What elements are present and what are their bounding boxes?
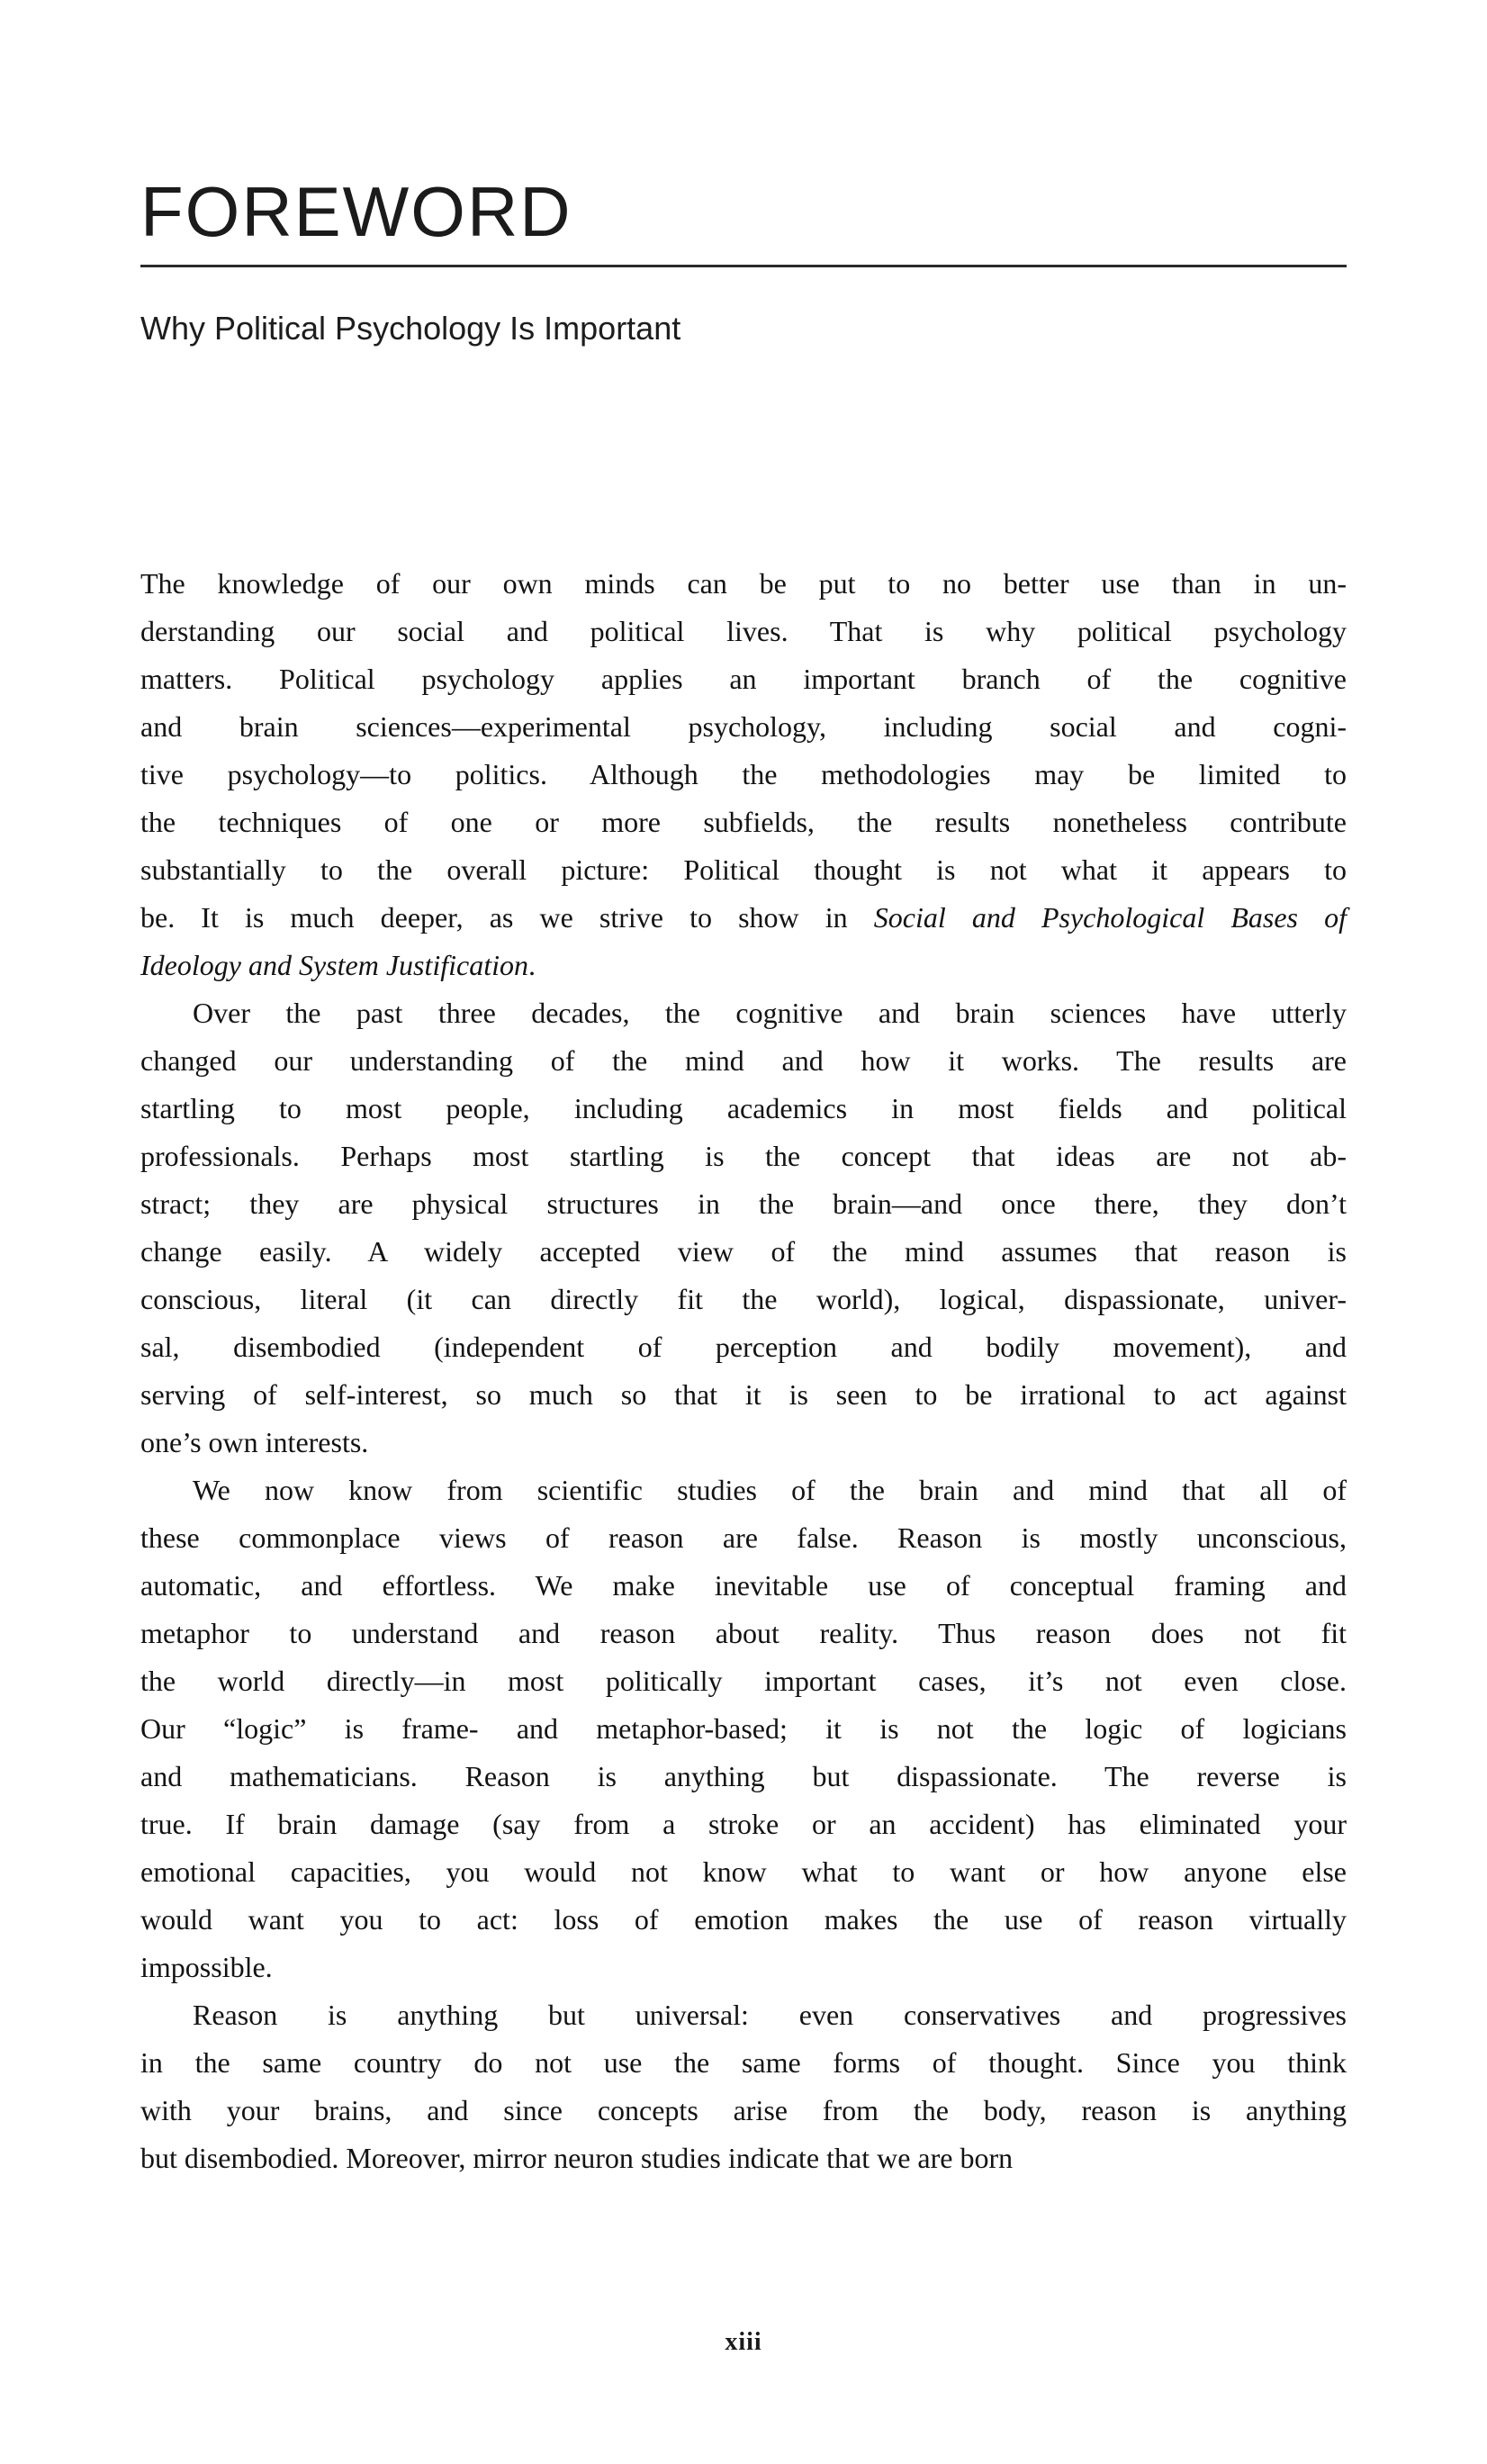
text-line: automatic, and effortless. We make inevitable use of conceptual framing and	[140, 1569, 1347, 1602]
text-line: be. It is much deeper, as we strive to show in Social and Psychological Bases of	[140, 901, 1347, 934]
title-rule	[140, 265, 1347, 267]
text-line: derstanding our social and political lives. That is why political psychology	[140, 615, 1347, 648]
chapter-subtitle: Why Political Psychology Is Important	[140, 310, 681, 347]
text-line: the techniques of one or more subfields, the results nonetheless contribute	[140, 806, 1347, 839]
text-line: the world directly—in most politically important cases, it’s not even close.	[140, 1665, 1347, 1698]
text-line: and mathematicians. Reason is anything but dispassionate. The reverse is	[140, 1760, 1347, 1793]
text-line: and brain sciences—experimental psychology, including social and cogni-	[140, 710, 1347, 744]
text-line: Our “logic” is frame- and metaphor-based; it is not the logic of logicians	[140, 1712, 1347, 1746]
paragraph	[140, 1991, 1347, 2182]
text-line: metaphor to understand and reason about reality. Thus reason does not fit	[140, 1617, 1347, 1650]
page-number: xiii	[725, 2328, 762, 2356]
text-line: sal, disembodied (independent of perception and bodily movement), and	[140, 1331, 1347, 1364]
text-line: but disembodied. Moreover, mirror neuron studies indicate that we are born	[140, 2142, 1014, 2175]
text-line: true. If brain damage (say from a stroke or an accident) has eliminated your	[140, 1808, 1347, 1841]
text-line: conscious, literal (it can directly fit the world), logical, dispassionate, univer-	[140, 1283, 1347, 1316]
text-line: stract; they are physical structures in the brain—and once there, they don’t	[140, 1187, 1347, 1221]
text-line: serving of self-interest, so much so that it is seen to be irrational to act against	[140, 1378, 1347, 1412]
text-line: Reason is anything but universal: even conservatives and progressives	[193, 1999, 1347, 2032]
text-line: startling to most people, including academics in most fields and political	[140, 1092, 1347, 1125]
text-line: Over the past three decades, the cognitive and brain sciences have utterly	[193, 997, 1347, 1030]
text-line: professionals. Perhaps most startling is the concept that ideas are not ab-	[140, 1140, 1347, 1173]
text-line: change easily. A widely accepted view of the mind assumes that reason is	[140, 1235, 1347, 1268]
text-line: We now know from scientific studies of the brain and mind that all of	[193, 1474, 1347, 1507]
paragraph	[140, 989, 1347, 1467]
text-line: impossible.	[140, 1951, 273, 1984]
text-line: The knowledge of our own minds can be put to no better use than in un-	[140, 567, 1347, 600]
text-line: substantially to the overall picture: Political thought is not what it appears to	[140, 853, 1347, 887]
paragraph	[140, 1467, 1347, 1991]
text-line: would want you to act: loss of emotion makes the use of reason virtually	[140, 1903, 1347, 1936]
text-line: emotional capacities, you would not know what to want or how anyone else	[140, 1855, 1347, 1889]
text-line: Ideology and System Justification.	[140, 949, 536, 982]
text-line: these commonplace views of reason are false. Reason is mostly unconscious,	[140, 1521, 1347, 1555]
text-line: matters. Political psychology applies an important branch of the cognitive	[140, 663, 1347, 696]
text-line: changed our understanding of the mind and how it works. The results are	[140, 1044, 1347, 1078]
body-text	[140, 560, 1347, 2182]
text-line: in the same country do not use the same forms of thought. Since you think	[140, 2046, 1347, 2080]
text-line: tive psychology—to politics. Although the methodologies may be limited to	[140, 758, 1347, 791]
paragraph	[140, 560, 1347, 989]
chapter-title: FOREWORD	[140, 172, 572, 251]
text-line: one’s own interests.	[140, 1426, 369, 1459]
text-line: with your brains, and since concepts arise from the body, reason is anything	[140, 2094, 1347, 2127]
page-footer	[0, 2328, 1487, 2357]
chapter-header	[140, 172, 1347, 347]
